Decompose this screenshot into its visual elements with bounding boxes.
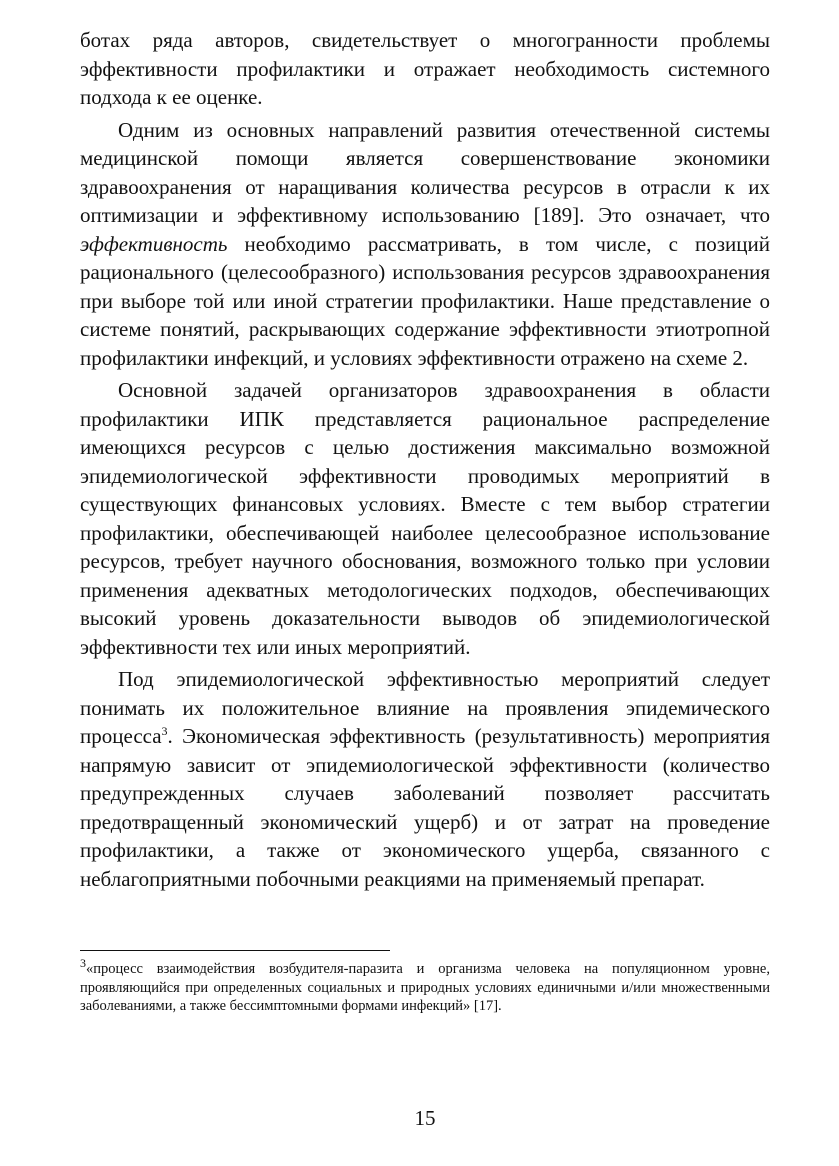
footnote-text: «процесс взаимодействия возбудителя-паразита и организма человека на популяционном уровне, проявляющийся при определенных социальных и природных условиях единичными и/или множественными заболеваниями, а также бессимптомными формами инфекций» [17].: [80, 961, 770, 1014]
footnote-reference[interactable]: 3: [161, 724, 168, 738]
page-number: 15: [414, 1106, 436, 1130]
paragraph-epi-text-end: . Экономическая эффективность (результативность) мероприятия напрямую зависит от эпидемиологической эффективности (количество предупрежденных случаев заболеваний позволяет рассчитать предотвращенный экономический ущерб) и от затрат на проведение профилактики, а также от экономического ущерба, связанного с неблагоприятными побочными реакциями на применяемый препарат.: [80, 724, 770, 891]
paragraph-main-task: Основной задачей организаторов здравоохранения в области профилактики ИПК представляется рациональное распределение имеющихся ресурсов с целью достижения максимально возможной эпидемиологической эффективности проводимых мероприятий в существующих финансовых условиях. Вместе с тем выбор стратегии профилактики, обеспечивающей наиболее целесообразное использование ресурсов, требует научного обоснования, возможного только при условии применения адекватных методологических подходов, обеспечивающих высокий уровень доказательности выводов об эпидемиологической эффективности тех или иных мероприятий.: [80, 378, 770, 659]
paragraph-epidemiological-efficiency: [80, 665, 770, 893]
document-page: [80, 26, 770, 1146]
paragraph-efficiency-text-end: необходимо рассматривать, в том числе, с позиций рационального (целесообразного) использования ресурсов здравоохранения при выборе той или иной стратегии профилактики. Наше представление о системе понятий, раскрывающих содержание эффективности этиотропной профилактики инфекций, и условиях эффективности отражено на схеме 2.: [80, 231, 770, 370]
footnote-divider: [80, 950, 390, 951]
paragraph-continuation: ботах ряда авторов, свидетельствует о многогранности проблемы эффективности профилактики и отражает необходимость системного подхода к ее оценке.: [80, 28, 770, 109]
footnote-marker: 3: [80, 956, 86, 971]
paragraph-efficiency: [80, 116, 770, 373]
footnote: [80, 956, 770, 1016]
paragraph-epi-text-start: Под эпидемиологической эффективностью мероприятий следует понимать их положительное влияние на проявления эпидемического процесса: [80, 667, 770, 748]
emphasized-term: эффективность: [80, 231, 228, 256]
paragraph-efficiency-text-start: Одним из основных направлений развития отечественной системы медицинской помощи является совершенствование экономики здравоохранения от наращивания количества ресурсов в отрасли к их оптимизации и эффективному использованию [189]. Это означает, что: [80, 117, 770, 227]
